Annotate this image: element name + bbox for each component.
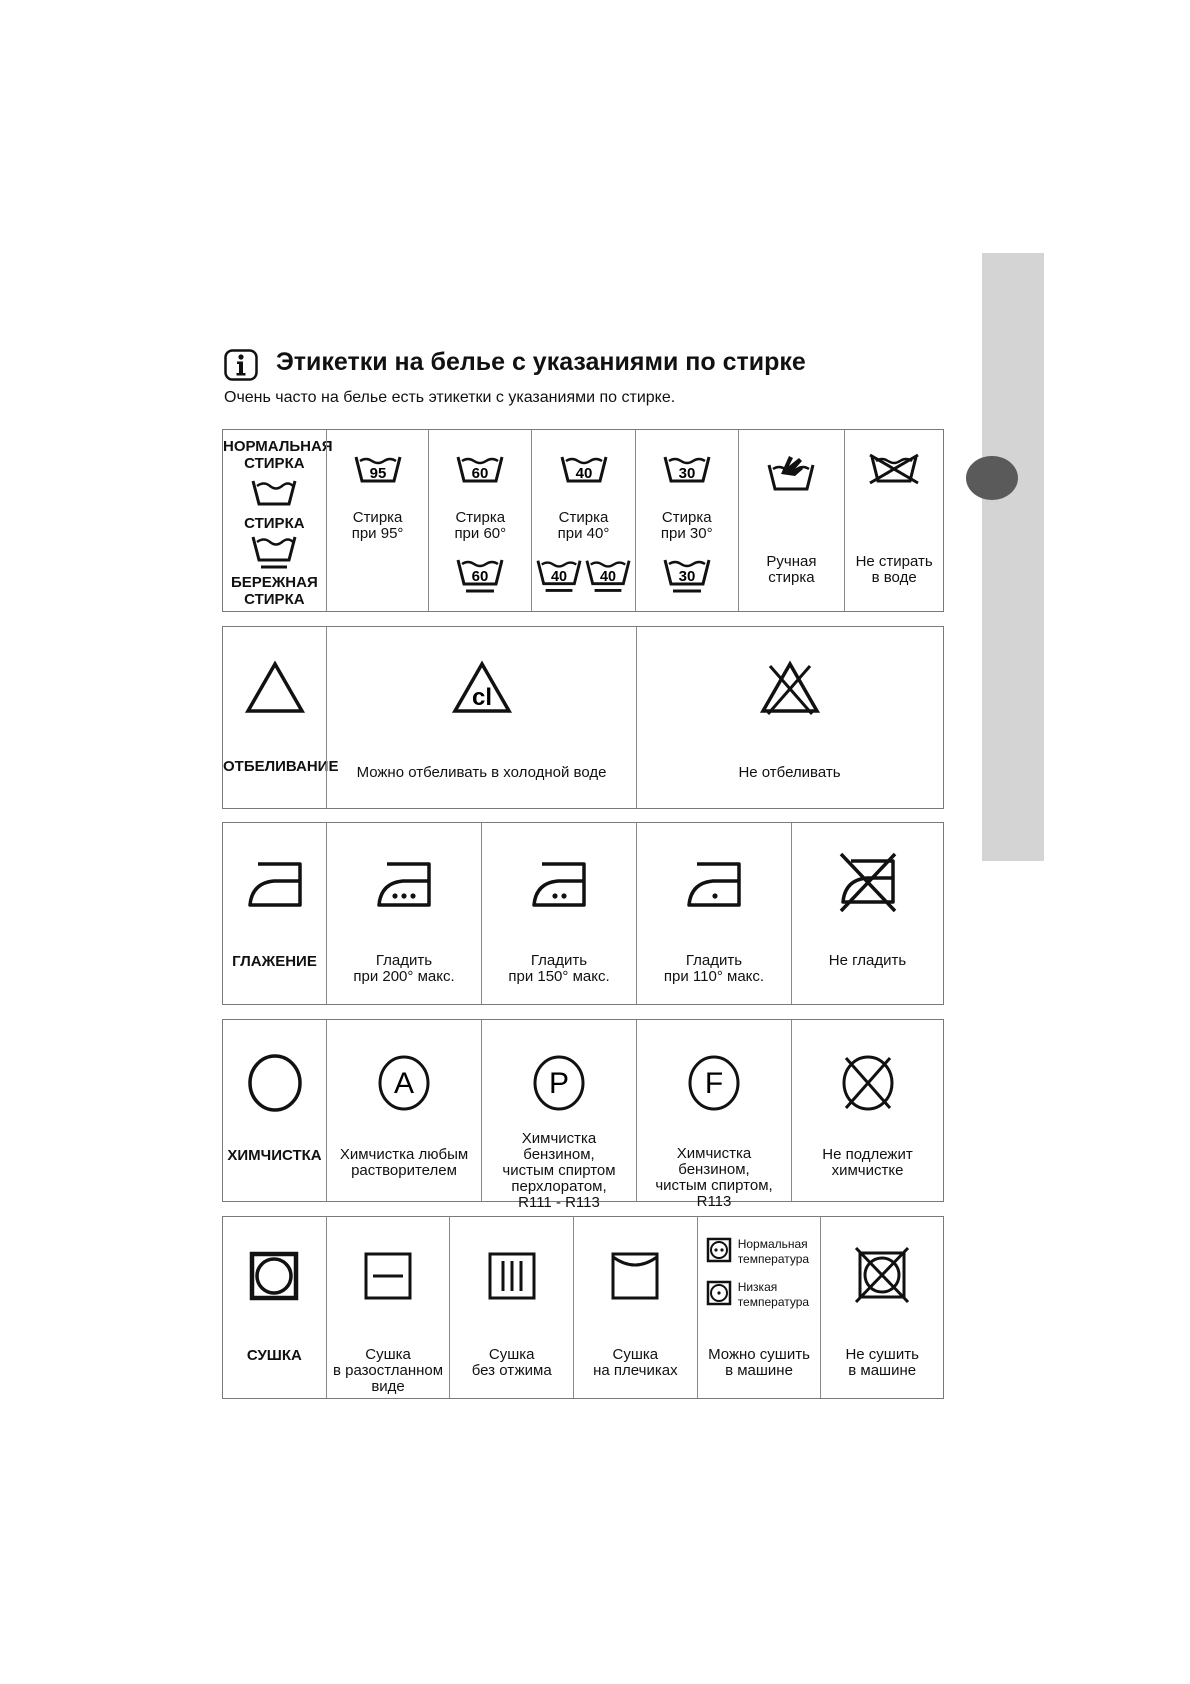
wash-40-gentle-icons <box>532 557 635 595</box>
ironing-section <box>222 822 944 1005</box>
svg-text:40: 40 <box>551 568 568 585</box>
no-bleach-cell <box>636 627 942 808</box>
dryclean-section <box>222 1019 944 1211</box>
dryclean-f-label: Химчистка бензином, чистым спиртом, R113 <box>655 1145 773 1210</box>
drying-category-cell <box>223 1217 326 1398</box>
no-tumble-dry-label: Не сушить в машине <box>845 1346 919 1379</box>
wash-40-very-gentle-icon <box>585 557 631 595</box>
bleach-triangle-icon <box>223 660 326 714</box>
dryclean-a-icon <box>327 1054 481 1112</box>
dryclean-f-cell <box>636 1020 791 1210</box>
wash-95-icon <box>327 454 429 484</box>
wash-40-gentle-icon <box>536 557 582 595</box>
iron-150-cell <box>481 823 636 1004</box>
line-dry-icon <box>574 1251 697 1301</box>
svg-text:60: 60 <box>471 568 489 585</box>
svg-text:A: A <box>393 1067 415 1100</box>
dryclean-f-icon <box>637 1054 791 1112</box>
no-dryclean-cell <box>791 1020 943 1201</box>
svg-text:30: 30 <box>678 568 696 585</box>
bleach-cl-icon <box>327 660 636 714</box>
wash-60-cell <box>428 430 531 611</box>
svg-text:40: 40 <box>575 465 592 482</box>
category-dryclean: ХИМЧИСТКА <box>227 1147 322 1164</box>
tumble-normal-label: Нормальная температура <box>737 1237 810 1266</box>
no-tumble-dry-cell <box>820 1217 943 1398</box>
tumble-dry-label: Можно сушить в машине <box>708 1346 810 1379</box>
bleaching-section <box>222 626 944 809</box>
dryclean-category-cell <box>223 1020 326 1201</box>
ironing-category-cell <box>223 823 326 1004</box>
no-bleach-label: Не отбеливать <box>738 764 841 781</box>
svg-text:F: F <box>704 1067 724 1100</box>
no-dryclean-icon <box>792 1054 943 1112</box>
no-wash-icon <box>845 454 943 484</box>
side-tab-marker <box>966 456 1018 500</box>
wash-40-label: Стирка при 40° <box>557 509 610 542</box>
no-iron-cell <box>791 823 943 1004</box>
iron-110-label: Гладить при 110° макс. <box>663 952 765 985</box>
category-drying: СУШКА <box>246 1347 302 1364</box>
category-bleaching: ОТБЕЛИВАНИЕ <box>223 758 339 775</box>
bleach-cold-cell <box>326 627 636 808</box>
category-wash: СТИРКА <box>244 515 305 532</box>
wash-30-label: Стирка при 30° <box>660 509 713 542</box>
svg-text:cl: cl <box>471 684 492 711</box>
svg-text:95: 95 <box>369 465 386 482</box>
wash-30-gentle-icon <box>636 557 738 595</box>
no-wash-label: Не стирать в воде <box>855 553 933 586</box>
wash-tub-gentle-icon <box>223 534 326 572</box>
iron-110-cell <box>636 823 791 1004</box>
wash-60-label: Стирка при 60° <box>454 509 507 542</box>
no-bleach-icon <box>637 660 942 716</box>
wash-40-cell <box>531 430 635 611</box>
drip-dry-label: Сушка без отжима <box>471 1346 552 1379</box>
drip-dry-cell <box>449 1217 573 1398</box>
tumble-low-label: Низкая температура <box>737 1280 810 1309</box>
svg-text:60: 60 <box>471 465 489 482</box>
page-header <box>224 346 924 386</box>
hand-wash-label: Ручная стирка <box>766 553 817 586</box>
line-dry-cell <box>573 1217 697 1398</box>
drying-square-icon <box>223 1251 326 1301</box>
dryclean-p-icon <box>482 1054 636 1112</box>
no-iron-icon <box>792 851 943 915</box>
iron-200-label: Гладить при 200° макс. <box>353 952 455 985</box>
category-gentle-wash: БЕРЕЖНАЯ СТИРКА <box>230 574 318 608</box>
tumble-normal-icon <box>706 1237 732 1263</box>
dryclean-p-label: Химчистка бензином, чистым спиртом перхлоратом, R111 - R113 <box>502 1130 616 1211</box>
no-iron-label: Не гладить <box>828 952 907 969</box>
iron-200-cell <box>326 823 481 1004</box>
iron-high-icon <box>327 859 481 909</box>
dryclean-p-cell <box>481 1020 636 1211</box>
hand-wash-cell <box>738 430 845 611</box>
side-tab <box>982 253 1044 861</box>
iron-150-label: Гладить при 150° макс. <box>508 952 610 985</box>
bleach-cold-label: Можно отбеливать в холодной воде <box>356 764 607 781</box>
dry-flat-label: Сушка в разостланном виде <box>333 1346 444 1395</box>
iron-low-icon <box>637 859 791 909</box>
no-tumble-dry-icon <box>821 1247 943 1303</box>
dry-flat-icon <box>327 1251 450 1301</box>
wash-60-gentle-icon <box>429 557 531 595</box>
svg-text:30: 30 <box>678 465 696 482</box>
no-dryclean-label: Не подлежит химчистке <box>822 1146 913 1179</box>
dryclean-any-label: Химчистка любым растворителем <box>339 1146 469 1179</box>
wash-tub-icon <box>223 478 326 506</box>
wash-60-icon <box>429 454 531 484</box>
line-dry-label: Сушка на плечиках <box>593 1346 678 1379</box>
dryclean-any-cell <box>326 1020 481 1201</box>
drying-section <box>222 1216 944 1399</box>
dry-flat-cell <box>326 1217 450 1398</box>
tumble-dry-cell <box>697 1217 821 1398</box>
wash-30-icon <box>636 454 738 484</box>
wash-30-cell <box>635 430 738 611</box>
wash-95-label: Стирка при 95° <box>351 509 404 542</box>
no-wash-cell <box>844 430 943 611</box>
drip-dry-icon <box>450 1251 573 1301</box>
tumble-low-icon <box>706 1280 732 1306</box>
washing-section <box>222 429 944 612</box>
svg-text:P: P <box>548 1067 570 1100</box>
dry-clean-circle-icon <box>223 1054 326 1112</box>
hand-wash-icon <box>739 452 845 492</box>
svg-text:40: 40 <box>600 568 617 585</box>
bleaching-category-cell <box>223 627 339 808</box>
category-normal-wash: НОРМАЛЬНАЯ СТИРКА <box>223 438 333 472</box>
page-title: Этикетки на белье с указаниями по стирке <box>276 348 806 376</box>
info-icon <box>224 349 258 381</box>
iron-medium-icon <box>482 859 636 909</box>
iron-icon <box>223 859 326 909</box>
wash-40-icon <box>532 454 635 484</box>
page-subtitle: Очень часто на белье есть этикетки с указаниями по стирке. <box>224 389 676 406</box>
category-ironing: ГЛАЖЕНИЕ <box>232 953 317 970</box>
washing-category-cell <box>223 430 333 611</box>
wash-95-cell <box>326 430 429 611</box>
